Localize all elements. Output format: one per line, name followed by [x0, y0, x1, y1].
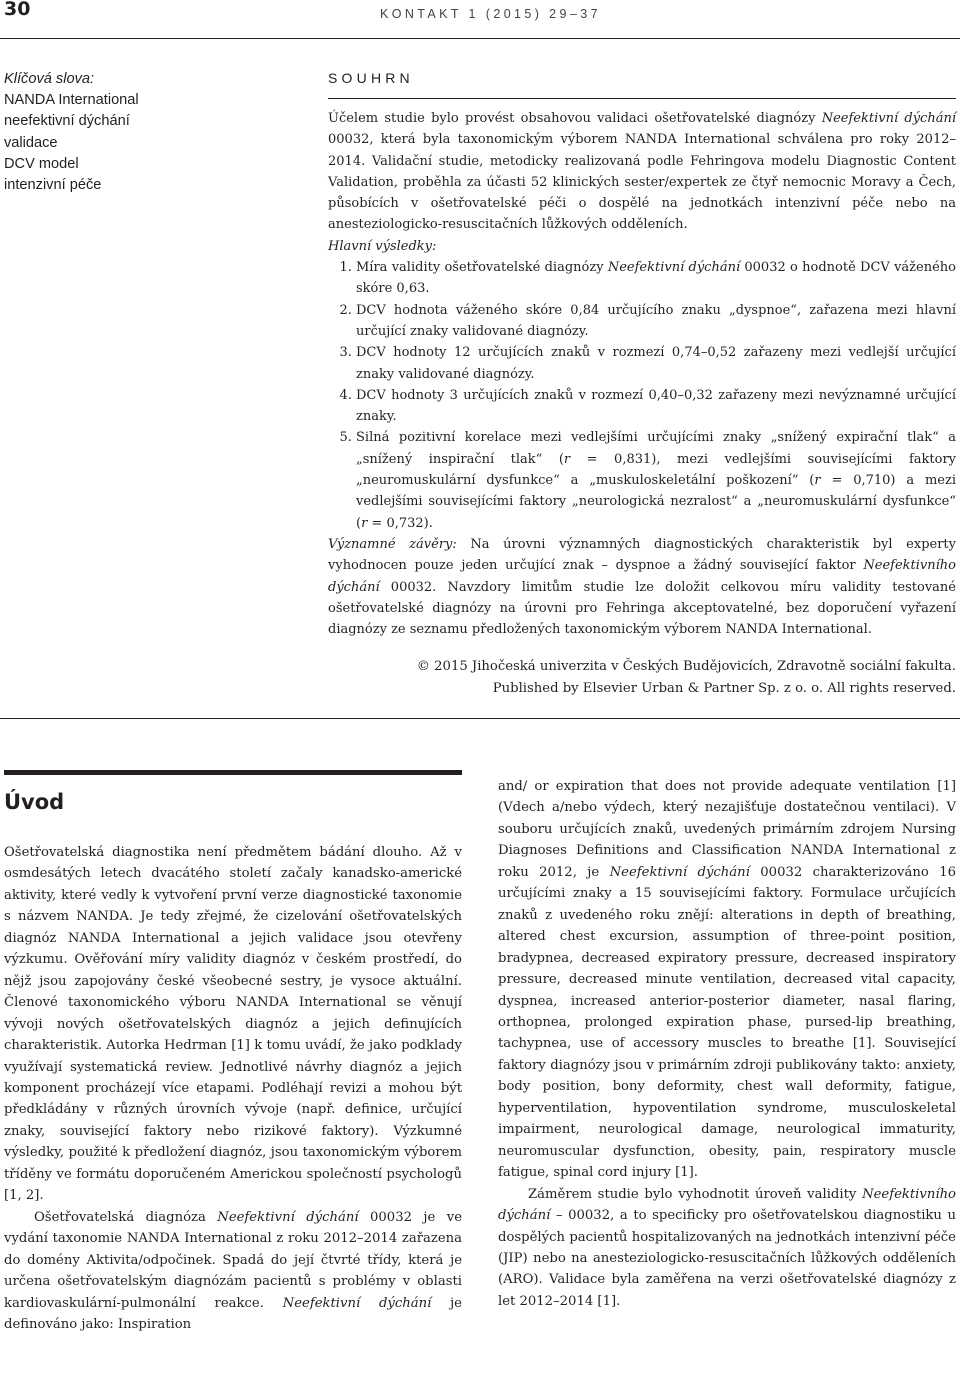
results-heading: Hlavní výsledky:	[328, 238, 437, 254]
result-item: 5. Silná pozitivní korelace mezi vedlejšími určujícími znaky „snížený expirační tlak“ a „snížený inspirační tlak“ (r = 0,831), mezi vedlejšími souvisejícími faktory „neuromuskulární dysfunkce“ a „muskuloskeletální poškození“ (r = 0,710) a mezi vedlejšími souvisejícími faktory „neurologická nezralost“ a „neuromuskulární dysfunkce“ (r = 0,732).	[356, 427, 956, 533]
intro-heading-bar	[4, 770, 462, 775]
paragraph: Záměrem studie bylo vyhodnotit úroveň validity Neefektivního dýchání – 00032, a to specificky pro ošetřovatelskou diagnostiku u dospělých pacientů hospitalizovaných na jednotkách intenzivní péče (JIP) nebo na anesteziologicko-resuscitačních lůžkových odděleních (ARO). Validace byla zaměřena na verzi ošetřovatelské diagnózy z let 2012–2014 [1].	[498, 1186, 956, 1309]
result-item: 3. DCV hodnoty 12 určujících znaků v rozmezí 0,74–0,52 zařazeny mezi vedlejší určující znaky validované diagnózy.	[356, 342, 956, 385]
keyword-item: intenzivní péče	[4, 177, 102, 194]
keyword-item: validace	[4, 134, 58, 151]
result-item: 4. DCV hodnoty 3 určujících znaků v rozmezí 0,40–0,32 zařazeny mezi nevýznamné určující znaky.	[356, 385, 956, 428]
abstract-intro: Účelem studie bylo provést obsahovou validaci ošetřovatelské diagnózy Neefektivní dýchání 00032, která byla taxonomickým výborem NANDA International schválena pro roky 2012–2014. Validační studie, metodicky realizovaná podle Fehringova modelu Diagnostic Content Validation, proběhla za účasti 52 klinických sester/expertek ze čtyř nemocnic Moravy a Čech, působících v ošetřovatelské péči o dospělé na jednotkách intenzivní péče nebo na anesteziologicko-resuscitačních lůžkových odděleních.	[328, 111, 956, 233]
section-divider	[0, 718, 960, 719]
abstract-body	[328, 108, 956, 699]
results-list	[328, 257, 956, 534]
left-column	[4, 842, 462, 1335]
paragraph: Ošetřovatelská diagnóza Neefektivní dýchání 00032 je ve vydání taxonomie NANDA International z roku 2012–2014 zařazena do domény Aktivita/odpočinek. Spadá do její čtvrté třídy, která je určena ošetřovatelským diagnózám pacientů s problémy v oblasti kardiovaskulární-pulmonální reakce. Neefektivní dýchání je definováno jako: Inspiration	[4, 1209, 462, 1332]
copyright-notice: © 2015 Jihočeská univerzita v Českých Budějovicích, Zdravotně sociální fakulta. Published by Elsevier Urban & Partner Sp. z o. o. All rights reserved.	[416, 659, 956, 696]
keyword-item: neefektivní dýchání	[4, 113, 130, 130]
keywords-block	[4, 69, 304, 196]
abstract-heading: SOUHRN	[328, 70, 414, 86]
result-item: 2. DCV hodnota váženého skóre 0,84 určujícího znaku „dyspnoe“, zařazena mezi hlavní určující znaky validované diagnózy.	[356, 300, 956, 343]
right-column	[498, 776, 956, 1312]
paragraph: Ošetřovatelská diagnostika není předmětem bádání dlouho. Až v osmdesátých letech dvacátého století začaly kanadsko-americké aktivity, které vedly k vytvoření první verze diagnostické taxonomie s názvem NANDA. Je tedy zřejmé, že cizelování ošetřovatelských diagnóz NANDA International a jejich validace jsou otevřeny výzkumu. Ověřování míry validity diagnóz v českém prostředí, do nějž jsou zapojovány české všeobecné sestry, je vysoce aktuální. Členové taxonomického výboru NANDA International se věnují vývoji nových ošetřovatelských diagnóz a jejich definujících charakteristik. Autorka Hedrman [1] k tomu uvádí, že jako podklady využívají systematická review. Jednotlivé návrhy diagnóz a jejich komponent procházejí více etapami. Podléhají revizi a mohou být předkládány v různých úrovních vývoje (např. definice, určující znaky, související faktory nebo rizikové faktory). Výzkumné výsledky, použité k předložení diagnóz, jsou taxonomickým výborem tříděny ve formátu doporučeném Americkou společností psychologů [1, 2].	[4, 845, 462, 1204]
keywords-heading: Klíčová slova:	[4, 71, 95, 87]
keyword-item: NANDA International	[4, 92, 139, 109]
result-item: 1. Míra validity ošetřovatelské diagnózy Neefektivní dýchání 00032 o hodnotě DCV váženého skóre 0,63.	[356, 257, 956, 300]
page-number: 30	[4, 0, 31, 20]
journal-citation: KONTAKT 1 (2015) 29–37	[380, 7, 601, 21]
intro-heading: Úvod	[4, 790, 65, 814]
abstract-rule	[328, 98, 956, 99]
header-rule	[0, 38, 960, 39]
paragraph: and/ or expiration that does not provide adequate ventilation [1] (Vdech a/nebo výdech, který nezajišťuje dostatečnou ventilaci). V souboru určujících znaků, uvedených primárním zdrojem Nursing Diagnoses Definitions and Classification NANDA International z roku 2012, je Neefektivní dýchání 00032 charakterizováno 16 určujícími znaky a 15 souvisejícími faktory. Formulace určujících znaků z uvedeného roku znějí: alterations in depth of breathing, altered chest excursion, assumption of three-point position, bradypnea, decreased expiratory pressure, decreased inspiratory pressure, decreased minute ventilation, decreased vital capacity, dyspnea, increased anterior-posterior diameter, nasal flaring, orthopnea, prolonged expiration phase, pursed-lip breathing, tachypnea, use of accessory muscles to breathe [1]. Související faktory diagnózy jsou v primárním zdroji publikovány takto: anxiety, body position, bony deformity, chest wall deformity, fatigue, hyperventilation, hypoventilation syndrome, musculoskeletal impairment, neurological damage, neurological immaturity, neuromuscular dysfunction, obesity, pain, respiratory muscle fatigue, spinal cord injury [1].	[498, 779, 956, 1181]
keyword-item: DCV model	[4, 155, 79, 172]
conclusions: Významné závěry: Na úrovni významných diagnostických charakteristik byl experty vyhodnocen pouze jeden určující znak – dyspnoe a žádný související faktor Neefektivního dýchání 00032. Navzdory limitům studie lze doložit celkovou míru validity testované ošetřovatelské diagnózy na úrovni pro Fehringa akceptovatelné, bez doporučení vyřazení diagnózy ze seznamu předložených taxonomickým výborem NANDA International.	[328, 536, 956, 638]
